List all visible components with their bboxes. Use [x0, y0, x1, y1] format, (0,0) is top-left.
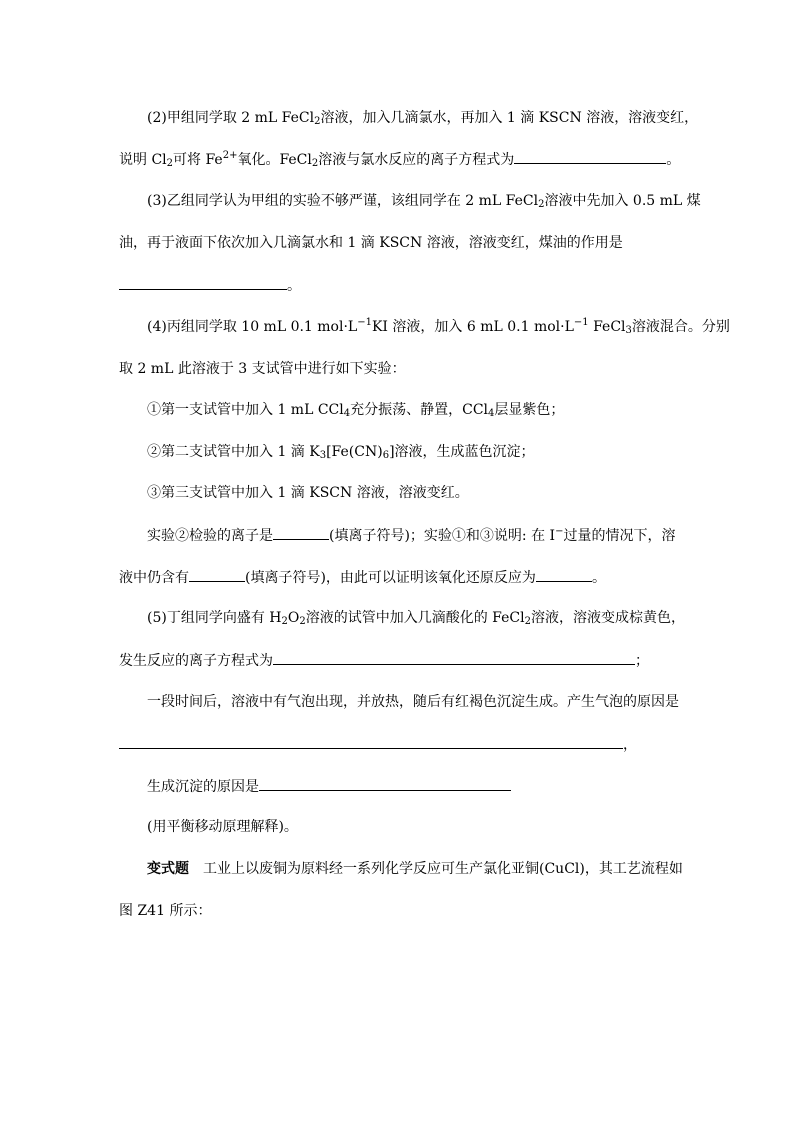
sup: −1 [573, 317, 589, 328]
q5-line-5 [147, 776, 511, 797]
text: [Fe(CN) [326, 444, 383, 460]
text: 一段时间后，溶液中有气泡出现，并放热，随后有红褐色沉淀生成。产生气泡的原因是 [147, 694, 679, 710]
text: (2)甲组同学取 2 mL FeCl [147, 110, 315, 126]
q3-line-1 [147, 191, 701, 211]
q4-line-1 [147, 317, 730, 337]
text: ]溶液，生成蓝色沉淀； [389, 444, 535, 460]
sub: 4 [343, 408, 351, 419]
variant-line-1 [147, 859, 683, 879]
text: ， [623, 737, 637, 753]
text: 溶液混合。分别 [631, 319, 730, 335]
text: FeCl [588, 319, 626, 335]
q4-line-2 [119, 359, 406, 379]
text: (5)丁组同学向盛有 H [147, 610, 282, 626]
text: (3)乙组同学认为甲组的实验不够严谨，该组同学在 2 mL FeCl [147, 193, 539, 209]
q5-line-3 [147, 692, 679, 712]
q4-exp-2 [147, 442, 535, 462]
answer-blank[interactable] [536, 567, 592, 582]
q4-exp-3 [147, 483, 469, 503]
text: (4)丙组同学取 10 mL 0.1 mol·L [147, 319, 358, 335]
q5-line-2 [119, 650, 649, 671]
q4-answer-line-2 [119, 567, 606, 588]
text: 油，再于液面下依次加入几滴氯水和 1 滴 KSCN 溶液，溶液变红，煤油的作用是 [119, 235, 623, 251]
text: 可将 Fe [173, 152, 223, 168]
text: 。 [287, 278, 301, 294]
answer-blank[interactable] [189, 567, 245, 582]
q3-line-2 [119, 233, 623, 253]
answer-blank[interactable] [119, 734, 623, 749]
sub: 2 [538, 199, 545, 210]
answer-blank[interactable] [259, 776, 511, 791]
q2-line-1 [147, 108, 698, 128]
q5-line-1 [147, 608, 685, 628]
sub: 2 [299, 616, 306, 627]
q5-line-4 [119, 734, 637, 755]
text: O [287, 610, 300, 626]
text: (填离子符号)，由此可以证明该氧化还原反应为 [245, 570, 536, 586]
text: 过量的情况下，溶 [563, 528, 676, 544]
text: 液中仍含有 [119, 570, 189, 586]
sub: 2 [281, 616, 288, 627]
sub: 6 [382, 450, 390, 461]
text: 说明 Cl [119, 152, 167, 168]
text: 取 2 mL 此溶液于 3 支试管中进行如下实验： [119, 361, 406, 377]
sup: 2+ [222, 150, 238, 161]
q5-line-6 [147, 817, 298, 837]
sub: 2 [314, 116, 321, 127]
text: 工业上以废铜为原料经一系列化学反应可生产氯化亚铜(CuCl)，其工艺流程如 [203, 861, 683, 877]
text: 溶液，溶液变成棕黄色， [530, 610, 685, 626]
q2-line-2 [119, 149, 680, 170]
sup: − [555, 526, 564, 537]
variant-label: 变式题 [147, 861, 189, 877]
text: (填离子符号)；实验①和③说明: 在 I [329, 528, 556, 544]
answer-blank[interactable] [514, 149, 666, 164]
sub: 2 [166, 158, 174, 169]
text: 实验②检验的离子是 [147, 528, 273, 544]
text: ②第二支试管中加入 1 滴 K [147, 444, 320, 460]
text: ③第三支试管中加入 1 滴 KSCN 溶液，溶液变红。 [147, 485, 469, 501]
q4-exp-1 [147, 400, 564, 420]
sub: 4 [488, 408, 495, 419]
text: ①第一支试管中加入 1 mL CCl [147, 402, 344, 418]
sub: 2 [311, 158, 319, 169]
text: 。 [591, 570, 606, 586]
text: 溶液与氯水反应的离子方程式为 [318, 152, 515, 168]
text: ； [635, 653, 649, 669]
text: 图 Z41 所示： [119, 903, 212, 919]
sup: −1 [357, 317, 372, 328]
sub: 2 [524, 616, 531, 627]
text: 溶液，加入几滴氯水，再加入 1 滴 KSCN 溶液，溶液变红， [320, 110, 699, 126]
text: 。 [666, 152, 681, 168]
sub: 3 [625, 325, 632, 336]
text: KI 溶液，加入 6 mL 0.1 mol·L [371, 319, 574, 335]
answer-blank[interactable] [273, 650, 635, 665]
text: 层显紫色； [494, 402, 565, 418]
text: 溶液中先加入 0.5 mL 煤 [544, 193, 701, 209]
variant-line-2 [119, 901, 211, 921]
text: (用平衡移动原理解释)。 [147, 819, 298, 835]
q4-answer-line-1 [147, 525, 675, 546]
text: 充分振荡、静置，CCl [350, 402, 489, 418]
text: 溶液的试管中加入几滴酸化的 FeCl [305, 610, 525, 626]
text: 生成沉淀的原因是 [147, 779, 259, 795]
text: 氧化。FeCl [237, 152, 312, 168]
q3-line-3 [119, 275, 301, 296]
answer-blank[interactable] [119, 275, 287, 290]
answer-blank[interactable] [273, 525, 329, 540]
sub: 3 [319, 450, 327, 461]
text: 发生反应的离子方程式为 [119, 653, 273, 669]
